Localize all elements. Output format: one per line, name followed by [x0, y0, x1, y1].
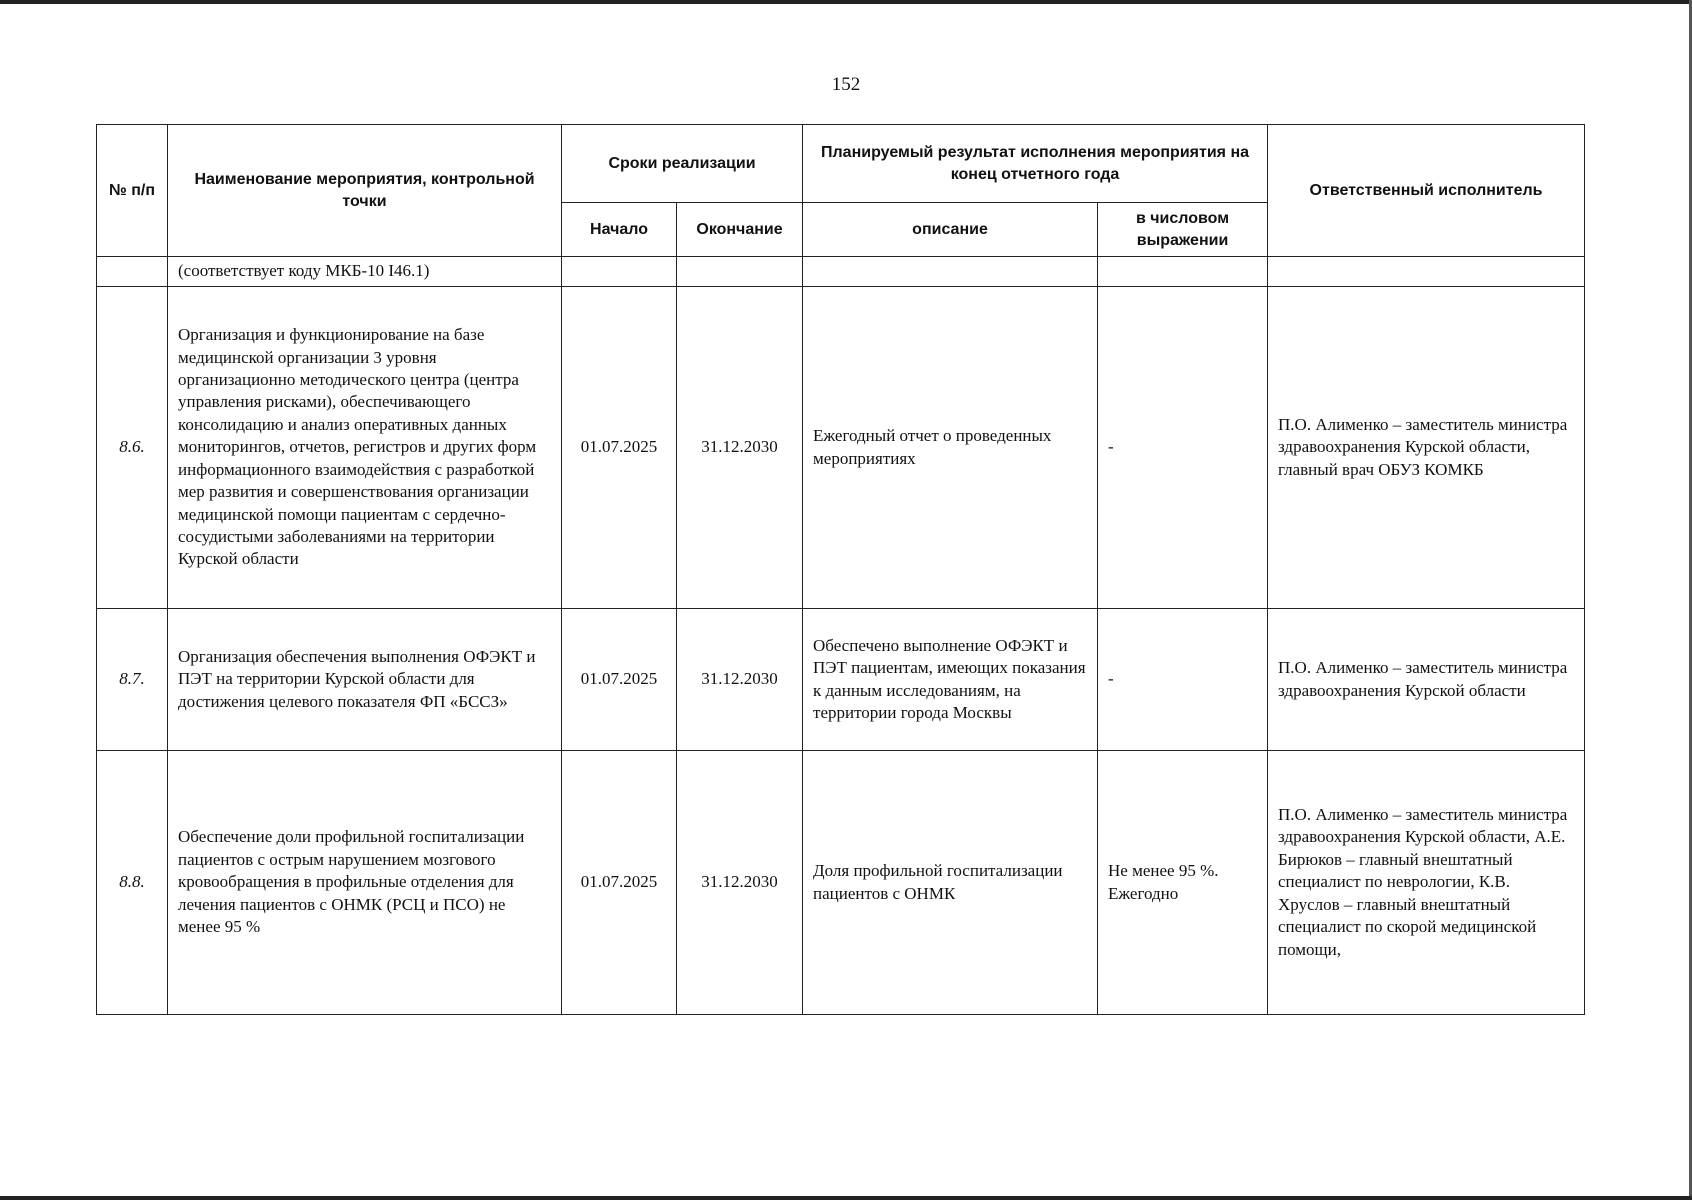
cell-start: 01.07.2025	[562, 287, 677, 609]
header-result: Планируемый результат исполнения мероприятия на конец отчетного года	[803, 125, 1268, 203]
cell-end: 31.12.2030	[677, 751, 803, 1015]
table-row-8-8	[97, 751, 1585, 1015]
cell-responsible: П.О. Алименко – заместитель министра здравоохранения Курской области, А.Е. Бирюков – главный внештатный специалист по неврологии, К.В. Хруслов – главный внештатный специалист по скорой медицинской помощи,	[1268, 751, 1585, 1015]
cell-start	[562, 257, 677, 287]
cell-start: 01.07.2025	[562, 751, 677, 1015]
page-number: 152	[831, 74, 861, 95]
cell-name: Организация и функционирование на базе медицинской организации 3 уровня организационно методического центра (центра управления рисками), обеспечивающего консолидацию и анализ оперативных данных мониторингов, отчетов, регистров и других форм информационного взаимодействия с разработкой мер развития и совершенствования организации медицинской помощи пациентам с сердечно-сосудистыми заболеваниями на территории Курской области	[168, 287, 562, 609]
cell-num: 8.7.	[97, 609, 168, 751]
cell-numeric: Не менее 95 %. Ежегодно	[1098, 751, 1268, 1015]
header-numeric: в числовом выражении	[1098, 203, 1268, 257]
activities-table	[96, 124, 1585, 1015]
table-row-8-6	[97, 287, 1585, 609]
cell-start: 01.07.2025	[562, 609, 677, 751]
cell-numeric: -	[1098, 287, 1268, 609]
cell-numeric	[1098, 257, 1268, 287]
cell-num: 8.6.	[97, 287, 168, 609]
cell-end: 31.12.2030	[677, 609, 803, 751]
header-description: описание	[803, 203, 1098, 257]
cell-name: (соответствует коду МКБ-10 I46.1)	[168, 257, 562, 287]
header-end: Окончание	[677, 203, 803, 257]
cell-numeric: -	[1098, 609, 1268, 751]
cell-responsible: П.О. Алименко – заместитель министра здравоохранения Курской области, главный врач ОБУЗ КОМКБ	[1268, 287, 1585, 609]
cell-end	[677, 257, 803, 287]
cell-name: Обеспечение доли профильной госпитализации пациентов с острым нарушением мозгового кровообращения в профильные отделения для лечения пациентов с ОНМК (РСЦ и ПСО) не менее 95 %	[168, 751, 562, 1015]
scan-border-bottom	[0, 1196, 1692, 1200]
cell-num: 8.8.	[97, 751, 168, 1015]
scan-border-top	[0, 0, 1692, 4]
cell-description: Доля профильной госпитализации пациентов с ОНМК	[803, 751, 1098, 1015]
cell-name: Организация обеспечения выполнения ОФЭКТ и ПЭТ на территории Курской области для достижения целевого показателя ФП «БССЗ»	[168, 609, 562, 751]
header-start: Начало	[562, 203, 677, 257]
table-row-8-7	[97, 609, 1585, 751]
cell-description	[803, 257, 1098, 287]
cell-responsible: П.О. Алименко – заместитель министра здравоохранения Курской области	[1268, 609, 1585, 751]
cell-end: 31.12.2030	[677, 287, 803, 609]
header-name: Наименование мероприятия, контрольной точки	[168, 125, 562, 257]
cell-description: Обеспечено выполнение ОФЭКТ и ПЭТ пациентам, имеющих показания к данным исследованиям, на территории города Москвы	[803, 609, 1098, 751]
table-row-continuation	[97, 257, 1585, 287]
cell-responsible	[1268, 257, 1585, 287]
header-terms: Сроки реализации	[562, 125, 803, 203]
header-num: № п/п	[97, 125, 168, 257]
cell-description: Ежегодный отчет о проведенных мероприятиях	[803, 287, 1098, 609]
header-responsible: Ответственный исполнитель	[1268, 125, 1585, 257]
table-header	[97, 125, 1585, 257]
cell-num	[97, 257, 168, 287]
